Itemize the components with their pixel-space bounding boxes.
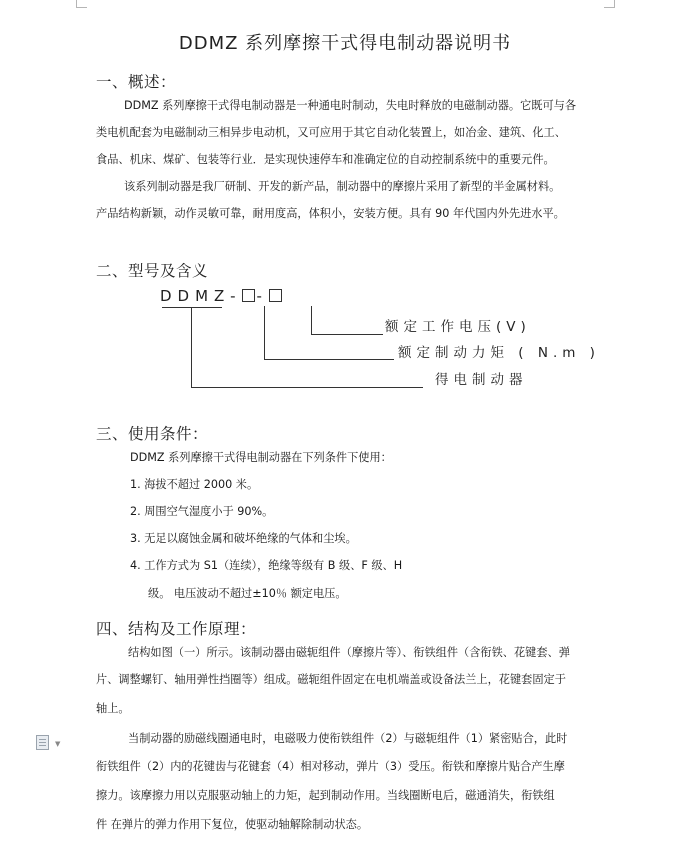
section-heading-structure: 四、结构及工作原理：: [96, 620, 257, 638]
label-power-on-brake: 得电制动器: [435, 372, 528, 388]
paragraph-line: DDMZ 系列摩擦干式得电制动器是一种通电时制动，失电时释放的电磁制动器。它既可与各: [124, 99, 577, 112]
paragraph-line: 类电机配套为电磁制动三相异步电动机，又可应用于其它自动化装置上，如冶金、建筑、化工、: [96, 126, 566, 139]
underline-prefix: [162, 307, 222, 308]
model-dash: -: [230, 287, 242, 305]
section-heading-model: 二、型号及含义: [96, 262, 209, 280]
leader-line-brake: [191, 387, 423, 388]
leader-line-torque-vertical: [264, 306, 265, 360]
model-prefix: DDMZ: [160, 287, 231, 305]
paragraph-line: 结构如图（一）所示。该制动器由磁轭组件（摩擦片等）、衔铁组件（含衔铁、花键套、弹: [128, 646, 570, 659]
model-torque-box: [242, 289, 255, 302]
paragraph-line: 件 在弹片的弹力作用下复位，使驱动轴解除制动状态。: [96, 818, 369, 831]
page-corner-mark-left: [76, 0, 87, 8]
model-code: [160, 287, 283, 305]
label-rated-torque: 额定制动力矩 ( N.m ): [398, 345, 600, 361]
leader-line-torque: [264, 359, 394, 360]
section-heading-overview: 一、概述：: [96, 73, 177, 91]
list-item: 1. 海拔不超过 2000 米。: [130, 478, 259, 491]
leader-line-voltage-vertical: [311, 306, 312, 335]
paragraph-line: 片、调整螺钉、轴用弹性挡圈等）组成。磁轭组件固定在电机端盖或设备法兰上，花键套固定于: [96, 673, 566, 686]
label-rated-voltage: 额定工作电压(V): [385, 319, 531, 335]
document-title: DDMZ 系列摩擦干式得电制动器说明书: [178, 33, 512, 54]
paragraph-line: 产品结构新颖，动作灵敏可靠，耐用度高，体积小，安装方便。具有 90 年代国内外先进水平。: [96, 207, 565, 220]
paragraph-line: 当制动器的励磁线圈通电时，电磁吸力使衔铁组件（2）与磁轭组件（1）紧密贴合，此时: [128, 732, 568, 745]
paragraph-line: 擦力。该摩擦力用以克服驱动轴上的力矩，起到制动作用。当线圈断电后，磁通消失，衔铁组: [96, 789, 555, 802]
paragraph-line: 轴上。: [96, 702, 130, 715]
section-heading-conditions: 三、使用条件：: [96, 425, 209, 443]
page-corner-mark-right: [604, 0, 615, 8]
leader-line-voltage: [311, 334, 383, 335]
paste-options-icon[interactable]: [36, 735, 49, 750]
leader-line-brake-vertical: [191, 307, 192, 388]
paragraph-line: 食品、机床、煤矿、包装等行业．是实现快速停车和准确定位的自动控制系统中的重要元件。: [96, 153, 555, 166]
paragraph-line: DDMZ 系列摩擦干式得电制动器在下列条件下使用：: [130, 451, 392, 464]
paragraph-line: 该系列制动器是我厂研制、开发的新产品，制动器中的摩擦片采用了新型的半金属材料。: [124, 180, 561, 193]
model-dash: -: [256, 287, 268, 305]
list-item: 3. 无足以腐蚀金属和破坏绝缘的气体和尘埃。: [130, 532, 357, 545]
model-voltage-box: [269, 289, 282, 302]
chevron-down-icon[interactable]: ▼: [55, 740, 61, 748]
list-item: 4. 工作方式为 S1（连续），绝缘等级有 B 级、F 级、H: [130, 559, 403, 572]
list-item: 2. 周围空气湿度小于 90%。: [130, 505, 274, 518]
paragraph-line: 衔铁组件（2）内的花键齿与花键套（4）相对移动，弹片（3）受压。衔铁和摩擦片贴合产生摩: [96, 760, 565, 773]
list-item-continuation: 级。 电压波动不超过±10％ 额定电压。: [148, 587, 347, 600]
